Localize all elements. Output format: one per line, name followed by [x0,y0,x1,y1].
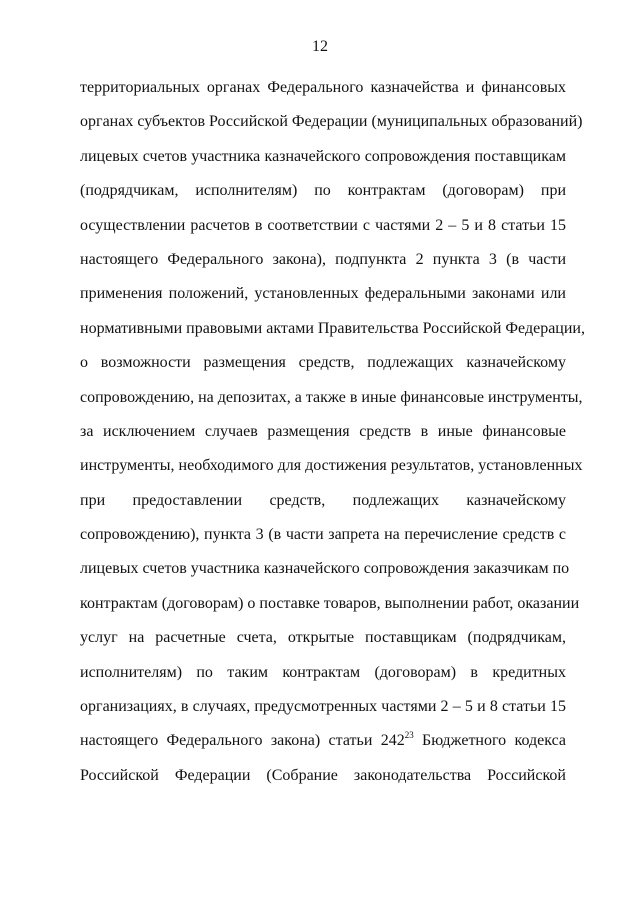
footnote-superscript: 23 [404,730,414,741]
text-line: сопровождению), пункта 3 (в части запрета на перечисление средств с [80,526,566,544]
text-line: настоящего Федерального закона), подпункта 2 пункта 3 (в части [80,250,566,268]
text-segment: настоящего Федерального закона) статьи 242 [80,732,405,750]
text-line-with-footnote [80,724,566,758]
text-line: сопровождению, на депозитах, а также в иные финансовые инструменты, [80,388,583,406]
text-segment: Бюджетного кодекса [413,732,566,750]
text-line: контрактам (договорам) о поставке товаров, выполнении работ, оказании [80,594,580,612]
text-line: о возможности размещения средств, подлежащих казначейскому [80,354,566,372]
text-line: применения положений, установленных федеральными законами или [80,285,566,303]
text-line: при предоставлении средств, подлежащих казначейскому [80,491,566,509]
text-line: осуществлении расчетов в соответствии с частями 2 – 5 и 8 статьи 15 [80,216,566,234]
page-number: 12 [312,38,328,55]
text-line: инструменты, необходимого для достижения результатов, установленных [80,457,583,475]
text-line: лицевых счетов участника казначейского сопровождения поставщикам [80,147,566,165]
text-line: (подрядчикам, исполнителям) по контрактам (договорам) при [80,182,566,200]
text-line: исполнителям) по таким контрактам (договорам) в кредитных [80,663,566,681]
text-line: лицевых счетов участника казначейского сопровождения заказчикам по [80,560,570,578]
text-line: органах субъектов Российской Федерации (муниципальных образований) [80,113,583,131]
text-line: организациях, в случаях, предусмотренных частями 2 – 5 и 8 статьи 15 [80,698,566,716]
text-line: Российской Федерации (Собрание законодательства Российской [80,766,566,784]
text-line: нормативными правовыми актами Правительства Российской Федерации, [80,319,585,337]
body-text [80,71,585,793]
text-line: услуг на расчетные счета, открытые поставщикам (подрядчикам, [80,629,566,647]
text-line: территориальных органах Федерального казначейства и финансовых [80,79,566,96]
text-line: за исключением случаев размещения средств в иные финансовые [80,422,566,440]
